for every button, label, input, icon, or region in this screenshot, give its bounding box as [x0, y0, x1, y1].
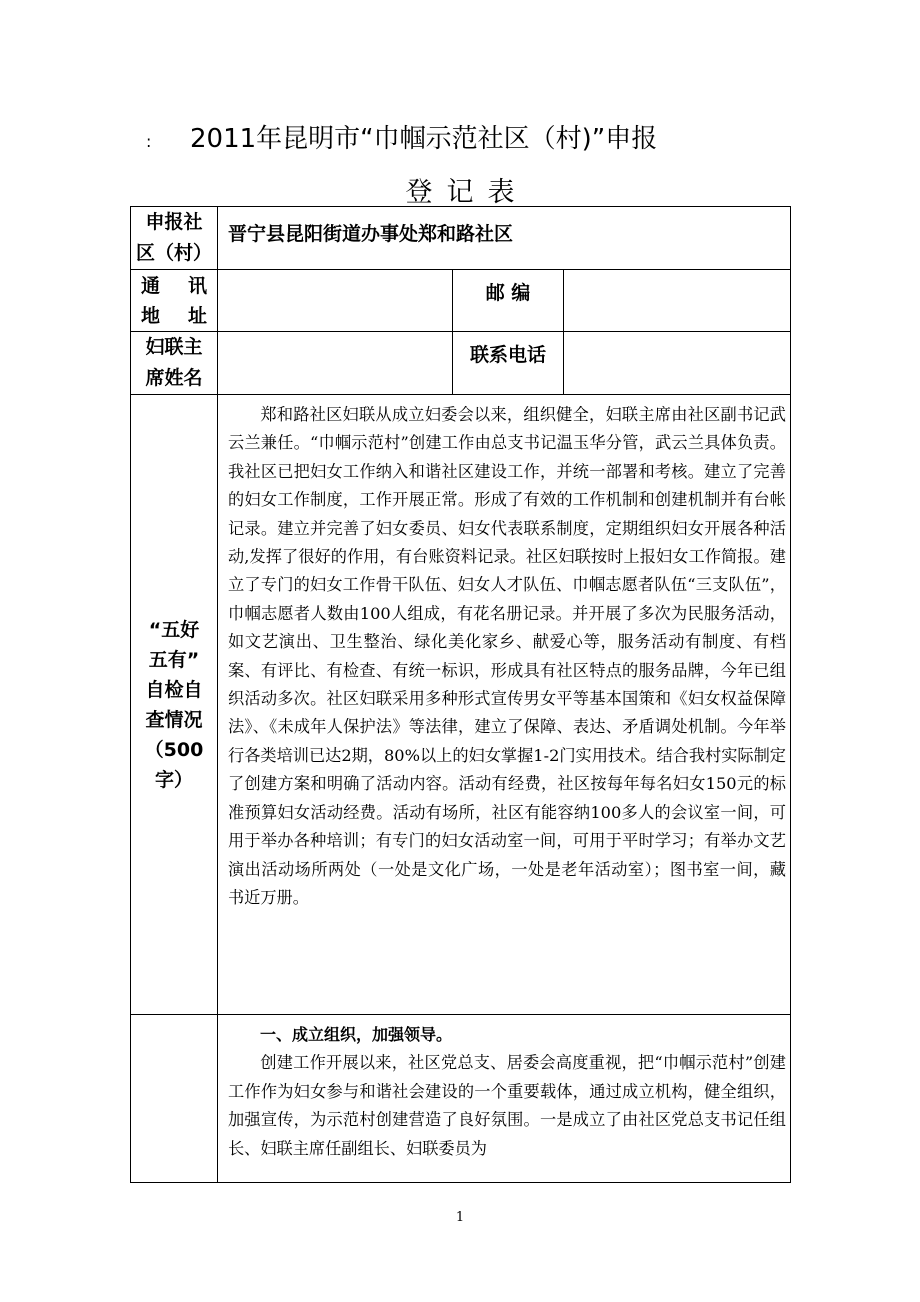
chair-label [131, 332, 218, 395]
row-self-check [131, 395, 791, 1015]
self-check-label-line3: 自检自 [145, 678, 203, 701]
page-number: 1 [455, 1210, 465, 1225]
phone-field[interactable] [564, 332, 791, 395]
self-check-label-line5: （500 [144, 738, 204, 761]
address-label [131, 270, 218, 332]
self-check-label [131, 395, 218, 1015]
phone-label: 联系电话 [453, 332, 564, 395]
measures-paragraph: 创建工作开展以来，社区党总支、居委会高度重视，把“巾帼示范村”创建工作作为妇女参与和谐社会建设的一个重要载体，通过成立机构，健全组织，加强宣传，为示范村创建营造了良好氛围。一是成立了由社区党总支书记任组长、妇联主席任副组长、妇联委员为 [228, 1053, 786, 1158]
registration-form [130, 206, 791, 1183]
self-check-label-line4: 查情况 [145, 708, 203, 731]
self-check-label-line1: “五好 [148, 618, 200, 641]
measures-heading: 一、成立组织，加强领导。 [260, 1025, 453, 1044]
self-check-paragraph: 郑和路社区妇联从成立妇委会以来，组织健全，妇联主席由社区副书记武云兰兼任。“巾帼示范村”创建工作由总支书记温玉华分管，武云兰具体负责。我社区已把妇女工作纳入和谐社区建设工作，并统一部署和考核。建立了完善的妇女工作制度，工作开展正常。形成了有效的工作机制和创建机制并有台帐记录。建立并完善了妇女委员、妇女代表联系制度，定期组织妇女开展各种活动,发挥了很好的作用，有台账资料记录。社区妇联按时上报妇女工作简报。建立了专门的妇女工作骨干队伍、妇女人才队伍、巾帼志愿者队伍“三支队伍”，巾帼志愿者人数由100人组成，有花名册记录。并开展了多次为民服务活动，如文艺演出、卫生整治、绿化美化家乡、献爱心等，服务活动有制度、有档案、有评比、有检查、有统一标识，形成具有社区特点的服务品牌，今年已组织活动多次。社区妇联采用多种形式宣传男女平等基本国策和《妇女权益保障法》、《未成年人保护法》等法律，建立了保障、表达、矛盾调处机制。今年举行各类培训已达2期，80%以上的妇女掌握1-2门实用技术。结合我村实际制定了创建方案和明确了活动内容。活动有经费，社区按每年每名妇女150元的标准预算妇女活动经费。活动有场所，社区有能容纳100多人的会议室一间，可用于举办各种培训；有专门的妇女活动室一间，可用于平时学习；有举办文艺演出活动场所两处（一处是文化广场，一处是老年活动室）；图书室一间，藏书近万册。 [228, 405, 786, 907]
row-chair [131, 332, 791, 395]
chair-name-field[interactable] [218, 332, 453, 395]
document-title: 2011年昆明市“巾帼示范社区（村)”申报 [190, 124, 658, 154]
self-check-label-line6: 字） [154, 768, 193, 791]
measures-content[interactable] [218, 1015, 791, 1183]
address-label-line1: 通 讯 [141, 274, 207, 297]
community-label-line1: 申报社 [145, 211, 203, 233]
community-label [131, 207, 218, 270]
address-field[interactable] [218, 270, 453, 332]
chair-label-line2: 席姓名 [145, 367, 203, 389]
document-subtitle: 登记表 [405, 177, 529, 208]
postcode-label: 邮 编 [453, 270, 564, 332]
self-check-label-line2: 五有” [148, 648, 200, 671]
leading-colon: : [146, 132, 152, 151]
row-measures [131, 1015, 791, 1183]
row-address [131, 270, 791, 332]
community-value[interactable]: 晋宁县昆阳街道办事处郑和路社区 [218, 207, 791, 270]
community-label-line2: 区（村） [135, 242, 212, 264]
chair-label-line1: 妇联主 [145, 336, 203, 358]
address-label-line2: 地 址 [141, 304, 207, 327]
postcode-field[interactable] [564, 270, 791, 332]
measures-label [131, 1015, 218, 1183]
row-community [131, 207, 791, 270]
self-check-content[interactable] [218, 395, 791, 1015]
